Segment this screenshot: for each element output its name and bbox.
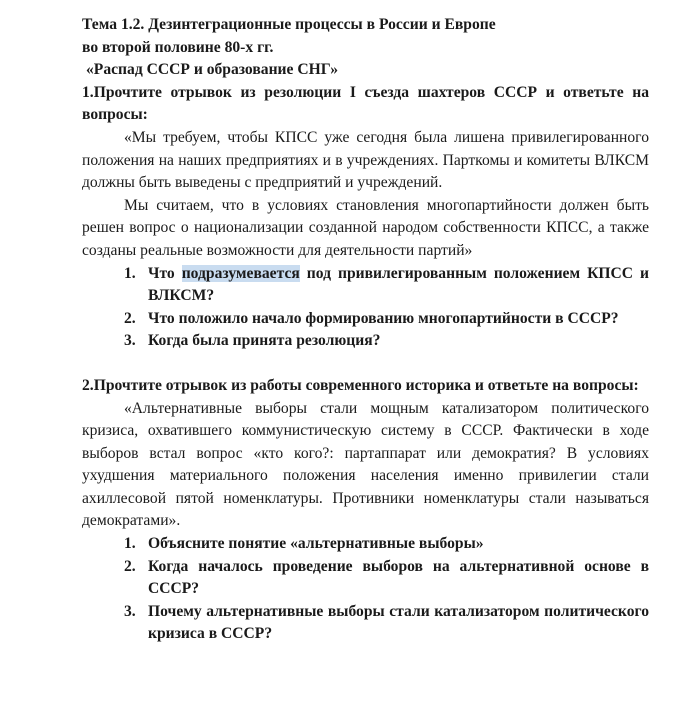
topic-theme: «Распад СССР и образование СНГ»: [86, 61, 339, 79]
task1-question-list: [82, 263, 649, 353]
task2-question-2: [124, 556, 649, 601]
question-number: 3.: [124, 602, 136, 620]
selected-word[interactable]: подразумевается: [181, 264, 300, 282]
task1-heading: 1.Прочтите отрывок из резолюции I съезда шахтеров СССР и ответьте на вопросы:: [82, 83, 649, 124]
task1-excerpt-paragraph-1: «Мы требуем, чтобы КПСС уже сегодня была лишена привилегированного положения на наших предприятиях и в учреждениях. Парткомы и комитеты ВЛКСМ должны быть выведены с предприятий и учреждений.: [82, 128, 649, 192]
task2-excerpt-paragraph: «Альтернативные выборы стали мощным катализатором политического кризиса, охватившего коммунистическую систему в СССР. Фактически в ходе выборов встал вопрос «кто кого?: партаппарат или демократия? В условиях ухудшения материального положения населения именно привилегии стали ахиллесовой пятой номенклатуры. Противники номенклатуры стали называться демократами».: [82, 399, 649, 530]
question-number: 2.: [124, 557, 136, 575]
task2-question-3: [124, 601, 649, 646]
task2-question-1: [124, 533, 649, 556]
task2-question-list: [82, 533, 649, 646]
question-text: Объясните понятие «альтернативные выборы»: [148, 535, 484, 553]
question-text: Когда была принята резолюция?: [148, 332, 381, 350]
question-number: 3.: [124, 332, 136, 350]
task1-question-3: [124, 330, 649, 353]
document-page: [82, 14, 649, 646]
topic-title: Тема 1.2. Дезинтеграционные процессы в России и Европе: [82, 16, 496, 33]
question-text: Когда началось проведение выборов на альтернативной основе в СССР?: [148, 557, 649, 598]
question-number: 2.: [124, 309, 136, 327]
task1-excerpt-paragraph-2: Мы считаем, что в условиях становления многопартийности должен быть решен вопрос о национализации созданной народом собственности КПСС, а также созданы реальные возможности для деятельности партий»: [82, 196, 649, 259]
task1-question-2: [124, 308, 649, 331]
section-spacer: [82, 353, 649, 375]
question-text: [148, 263, 649, 308]
question-text-start: Что: [148, 264, 182, 282]
task2-heading: 2.Прочтите отрывок из работы современного историка и ответьте на вопросы:: [82, 376, 639, 394]
question-number: 1.: [124, 264, 136, 282]
task1-question-1: [124, 263, 649, 308]
question-number: 1.: [124, 535, 136, 553]
question-text-end: под привилегированным положением КПСС и ВЛКСМ?: [148, 264, 650, 305]
question-text: Что положило начало формированию многопартийности в СССР?: [148, 309, 619, 327]
question-text: Почему альтернативные выборы стали катализатором политического кризиса в СССР?: [148, 602, 649, 643]
topic-subtitle: во второй половине 80-х гг.: [82, 38, 274, 56]
